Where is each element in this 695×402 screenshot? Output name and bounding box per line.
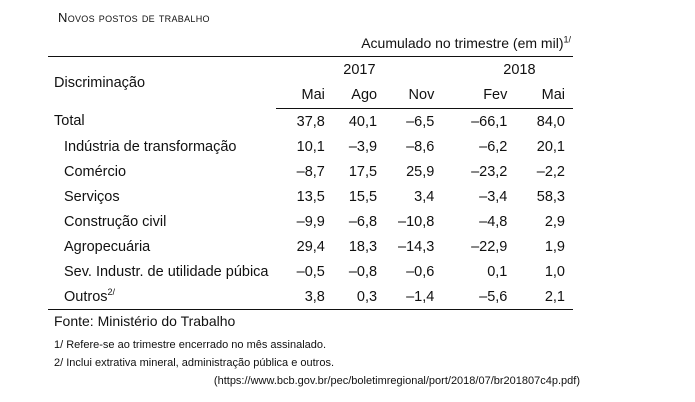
cell: 58,3	[536, 188, 565, 205]
cell: –6,2	[479, 138, 508, 155]
table-row	[48, 134, 573, 159]
table-row	[48, 209, 573, 234]
cell: –0,5	[296, 263, 325, 280]
cell: –3,4	[479, 188, 508, 205]
data-table	[48, 56, 573, 310]
cell: –66,1	[471, 113, 508, 130]
row-label: Total	[54, 113, 85, 130]
cell-gap	[442, 159, 466, 184]
cell: –9,9	[296, 213, 325, 230]
cell: 29,4	[296, 238, 325, 255]
row-label: Agropecuária	[64, 238, 151, 255]
cell: 25,9	[406, 163, 435, 180]
subtitle-text: Acumulado no trimestre (em mil)	[361, 35, 564, 51]
row-label	[48, 284, 276, 310]
year-2018-header	[466, 57, 573, 83]
cell: –8,6	[406, 138, 435, 155]
cell: 0,1	[487, 263, 508, 280]
row-footnote-marker: 2/	[107, 286, 116, 297]
table-row	[48, 259, 573, 284]
cell: 3,4	[414, 188, 435, 205]
cell: –6,8	[348, 213, 378, 230]
cell: –0,8	[348, 263, 378, 280]
cell: –6,5	[406, 113, 435, 130]
cell: –2,2	[536, 163, 565, 180]
row-label: Indústria de transformação	[64, 138, 237, 155]
cell: 40,1	[348, 113, 378, 130]
cell: –3,9	[348, 138, 378, 155]
row-label-text: Outros	[64, 288, 108, 305]
cell: 0,3	[333, 284, 385, 310]
table-row	[48, 234, 573, 259]
cell-gap	[442, 184, 466, 209]
row-label: Sev. Industr. de utilidade púbica	[64, 263, 269, 280]
cell: 20,1	[536, 138, 565, 155]
cell: –5,6	[466, 284, 515, 310]
cell: 13,5	[296, 188, 325, 205]
cell: 2,9	[544, 213, 565, 230]
row-label: Construção civil	[64, 213, 167, 230]
cell: 17,5	[348, 163, 378, 180]
header-gap	[442, 57, 466, 83]
month-header: Ago	[333, 82, 385, 109]
month-header: Mai	[276, 82, 332, 109]
cell: 37,8	[296, 113, 325, 130]
table-row	[48, 159, 573, 184]
cell: 84,0	[536, 113, 565, 130]
cell-gap	[442, 284, 466, 310]
header-gap	[442, 82, 466, 109]
year-2017-label: 2017	[343, 61, 376, 78]
table-title: Novos postos de trabalho	[58, 10, 210, 25]
cell: 10,1	[296, 138, 325, 155]
month-header: Nov	[385, 82, 442, 109]
row-label: Comércio	[64, 163, 127, 180]
cell: 18,3	[348, 238, 378, 255]
table-row	[48, 184, 573, 209]
row-label: Serviços	[64, 188, 120, 205]
footnote-2: 2/ Inclui extrativa mineral, administração pública e outros.	[54, 357, 335, 369]
cell: –8,7	[296, 163, 325, 180]
cell: 15,5	[348, 188, 378, 205]
cell: –1,4	[385, 284, 442, 310]
table-subtitle	[361, 35, 571, 51]
cell-gap	[442, 134, 466, 159]
cell: –14,3	[398, 238, 435, 255]
month-header: Mai	[515, 82, 573, 109]
cell-gap	[442, 209, 466, 234]
year-2017-header	[276, 57, 442, 83]
month-header: Fev	[466, 82, 515, 109]
header-row-years	[48, 57, 573, 83]
cell: 1,0	[544, 263, 565, 280]
table-row	[48, 109, 573, 135]
cell: –23,2	[471, 163, 508, 180]
cell: –22,9	[471, 238, 508, 255]
cell: 1,9	[544, 238, 565, 255]
source-note: Fonte: Ministério do Trabalho	[54, 313, 236, 329]
cell-gap	[442, 109, 466, 135]
cell: –0,6	[406, 263, 435, 280]
cell: –10,8	[398, 213, 435, 230]
subtitle-footnote-marker: 1/	[563, 34, 571, 45]
table-row	[48, 284, 573, 310]
cell: 3,8	[276, 284, 332, 310]
cell-gap	[442, 234, 466, 259]
source-url: (https://www.bcb.gov.br/pec/boletimregional/port/2018/07/br201807c4p.pdf)	[213, 375, 580, 387]
cell-gap	[442, 259, 466, 284]
year-2018-label: 2018	[503, 61, 536, 78]
footnote-1: 1/ Refere-se ao trimestre encerrado no mês assinalado.	[54, 339, 327, 351]
row-label-header: Discriminação	[48, 57, 276, 109]
cell: –4,8	[479, 213, 508, 230]
cell: 2,1	[515, 284, 573, 310]
